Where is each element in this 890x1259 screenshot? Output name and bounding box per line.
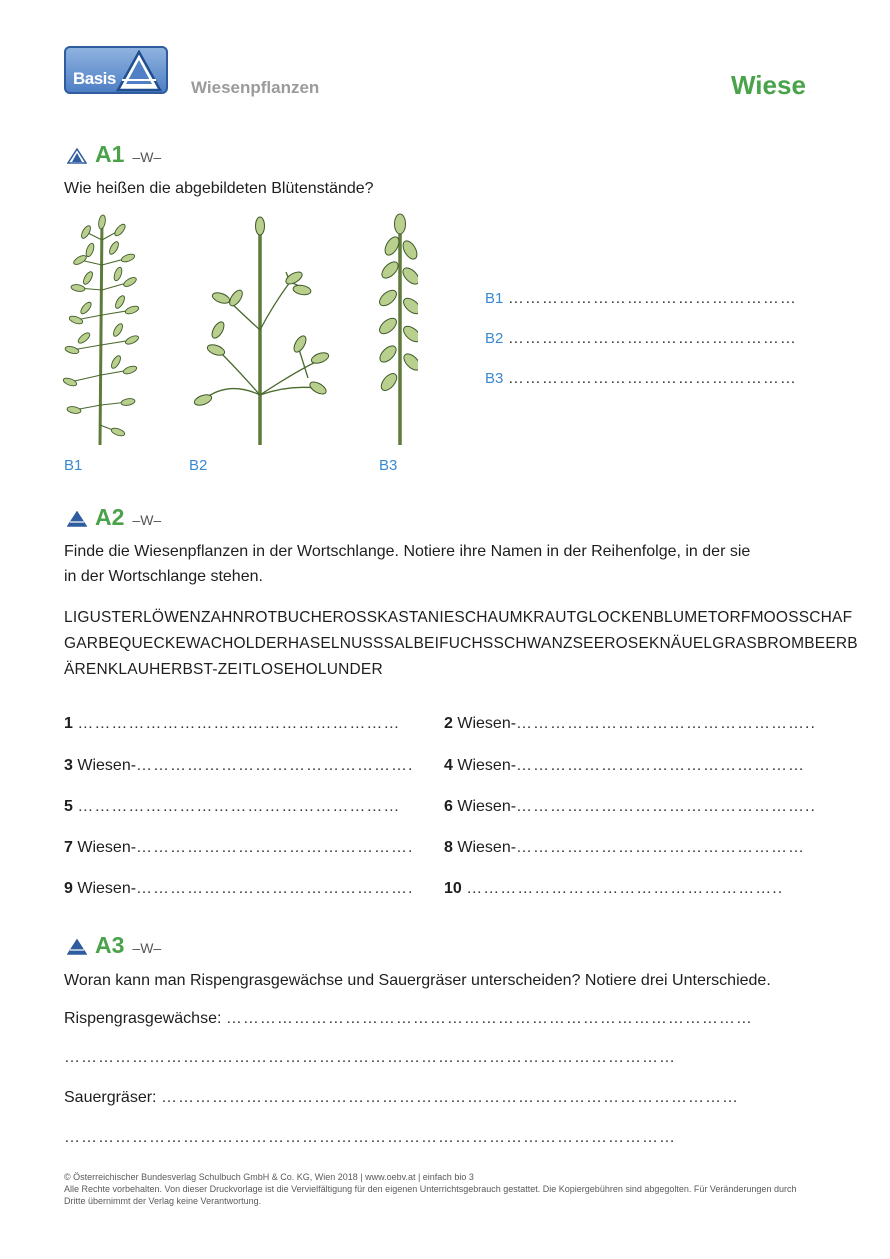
answer-prefix: Wiesen- bbox=[77, 757, 137, 774]
word-snake-line: GARBEQUECKEWACHOLDERHASELNUSSSALBEIFUCHSSCHWANZSEEROSEKNÄUELGRASBROMBEERB bbox=[64, 635, 858, 652]
a1-answer-label: B2 bbox=[485, 330, 504, 347]
a1-answer-label: B1 bbox=[485, 290, 504, 307]
answer-number: 5 bbox=[64, 798, 73, 815]
word-snake bbox=[64, 605, 858, 683]
a3-line-label: Sauergräser: bbox=[64, 1089, 157, 1106]
a1-answer-b3[interactable] bbox=[485, 370, 797, 388]
footer-line: © Österreichischer Bundesverlag Schulbuch GmbH & Co. KG, Wien 2018 | www.oebv.at | einfach bio 3 bbox=[64, 1172, 474, 1182]
task-a1-id: A1 bbox=[95, 141, 125, 167]
answer-prefix: Wiesen- bbox=[457, 715, 517, 732]
a3-line-label: Rispengrasgewächse: bbox=[64, 1010, 222, 1027]
answer-dots: …………………………………………. bbox=[136, 839, 414, 856]
a1-answer-dots: …………………………………………… bbox=[507, 330, 797, 347]
answer-number: 3 bbox=[64, 757, 73, 774]
figure-label-b3: B3 bbox=[379, 457, 398, 474]
a2-answer-line[interactable] bbox=[64, 757, 414, 775]
a1-answer-label: B3 bbox=[485, 370, 504, 387]
answer-number: 8 bbox=[444, 839, 453, 856]
answer-number: 10 bbox=[444, 880, 462, 897]
a2-answer-line[interactable] bbox=[444, 715, 816, 733]
a3-line-dots: ………………………………………………………………………………… bbox=[225, 1010, 753, 1027]
answer-prefix: Wiesen- bbox=[457, 798, 517, 815]
answer-prefix: Wiesen- bbox=[77, 880, 137, 897]
answer-number: 1 bbox=[64, 715, 73, 732]
a1-answer-dots: …………………………………………… bbox=[507, 370, 797, 387]
level-pyramid-icon bbox=[67, 148, 87, 164]
answer-dots: ………………………………………………… bbox=[77, 715, 401, 732]
a1-answer-dots: …………………………………………… bbox=[507, 290, 797, 307]
answer-number: 2 bbox=[444, 715, 453, 732]
a2-answer-line[interactable] bbox=[64, 880, 414, 898]
answer-dots: …………………………………………. bbox=[136, 757, 414, 774]
answer-prefix: Wiesen- bbox=[457, 757, 517, 774]
pyramid-icon bbox=[116, 50, 162, 92]
a3-line-blank[interactable] bbox=[64, 1129, 676, 1147]
a3-line-dots: ……………………………………………………………………………………………… bbox=[64, 1129, 676, 1146]
task-a3-id: A3 bbox=[95, 932, 125, 958]
answer-dots: …………………………………………… bbox=[516, 757, 806, 774]
basis-logo bbox=[64, 46, 168, 94]
a2-answer-line[interactable] bbox=[444, 880, 783, 898]
footer-line: Alle Rechte vorbehalten. Von dieser Druckvorlage ist die Vervielfältigung für den eigenen Unterrichtsgebrauch gestattet. Die Kopiergebühren sind abgegolten. Für Veränderungen durch Dritte übernimmt der Verlag keine Verantwortung. bbox=[64, 1184, 797, 1206]
a3-line-dots: ……………………………………………………………………………………………… bbox=[64, 1049, 676, 1066]
task-a3-heading bbox=[67, 932, 161, 959]
instruction-line: Finde die Wiesenpflanzen in der Wortschlange. Notiere ihre Namen in der Reihenfolge, in der sie bbox=[64, 543, 751, 560]
answer-dots: …………………………………………. bbox=[136, 880, 414, 897]
task-a3-tag: –W– bbox=[132, 940, 162, 956]
b2-panicle-drawing bbox=[193, 217, 330, 445]
inflorescence-illustrations bbox=[58, 210, 418, 450]
level-pyramid-icon bbox=[67, 511, 87, 527]
word-snake-line: LIGUSTERLÖWENZAHNROTBUCHEROSSKASTANIESCHAUMKRAUTGLOCKENBLUMETORFMOOSSCHAF bbox=[64, 609, 853, 626]
answer-number: 4 bbox=[444, 757, 453, 774]
answer-number: 6 bbox=[444, 798, 453, 815]
a3-line-blank[interactable] bbox=[64, 1049, 676, 1067]
instruction-line: in der Wortschlange stehen. bbox=[64, 568, 263, 585]
a3-line-sauergraeser[interactable] bbox=[64, 1089, 739, 1107]
answer-prefix: Wiesen- bbox=[457, 839, 517, 856]
a2-answer-line[interactable] bbox=[64, 715, 400, 733]
a3-line-dots: ………………………………………………………………………………………… bbox=[160, 1089, 739, 1106]
a2-answer-line[interactable] bbox=[64, 798, 400, 816]
logo-label: Basis bbox=[73, 69, 116, 88]
a2-answer-line[interactable] bbox=[444, 839, 805, 857]
answer-prefix: Wiesen- bbox=[77, 839, 137, 856]
task-a2-heading bbox=[67, 504, 161, 531]
answer-dots: …………………………………………….. bbox=[516, 715, 816, 732]
task-a2-instruction bbox=[64, 539, 804, 589]
figure-label-b1: B1 bbox=[64, 457, 83, 474]
b1-panicle-drawing bbox=[62, 215, 139, 445]
answer-dots: …………………………………………….. bbox=[516, 798, 816, 815]
answer-dots: ………………………………………………… bbox=[77, 798, 401, 815]
answer-dots: ……………………………………………….. bbox=[466, 880, 784, 897]
answer-dots: …………………………………………… bbox=[516, 839, 806, 856]
level-pyramid-icon bbox=[67, 939, 87, 955]
task-a1-tag: –W– bbox=[132, 149, 162, 165]
task-a2-id: A2 bbox=[95, 504, 125, 530]
answer-number: 9 bbox=[64, 880, 73, 897]
page-subtitle: Wiesenpflanzen bbox=[191, 78, 320, 97]
task-a2-tag: –W– bbox=[132, 512, 162, 528]
a1-answer-b2[interactable] bbox=[485, 330, 797, 348]
copyright-footer bbox=[64, 1171, 804, 1207]
a2-answer-line[interactable] bbox=[444, 757, 805, 775]
answer-number: 7 bbox=[64, 839, 73, 856]
task-a1-question: Wie heißen die abgebildeten Blütenstände? bbox=[64, 180, 374, 197]
a2-answer-line[interactable] bbox=[444, 798, 816, 816]
a2-answer-line[interactable] bbox=[64, 839, 414, 857]
word-snake-line: ÄRENKLAUHERBST-ZEITLOSEHOLUNDER bbox=[64, 661, 383, 678]
b3-spike-drawing bbox=[377, 214, 418, 445]
task-a3-question: Woran kann man Rispengrasgewächse und Sauergräser unterscheiden? Notiere drei Unterschiede. bbox=[64, 972, 771, 989]
task-a1-heading bbox=[67, 141, 161, 168]
a3-line-rispengras[interactable] bbox=[64, 1010, 753, 1028]
a1-answer-b1[interactable] bbox=[485, 290, 797, 308]
figure-label-b2: B2 bbox=[189, 457, 208, 474]
page-topic: Wiese bbox=[731, 70, 806, 100]
